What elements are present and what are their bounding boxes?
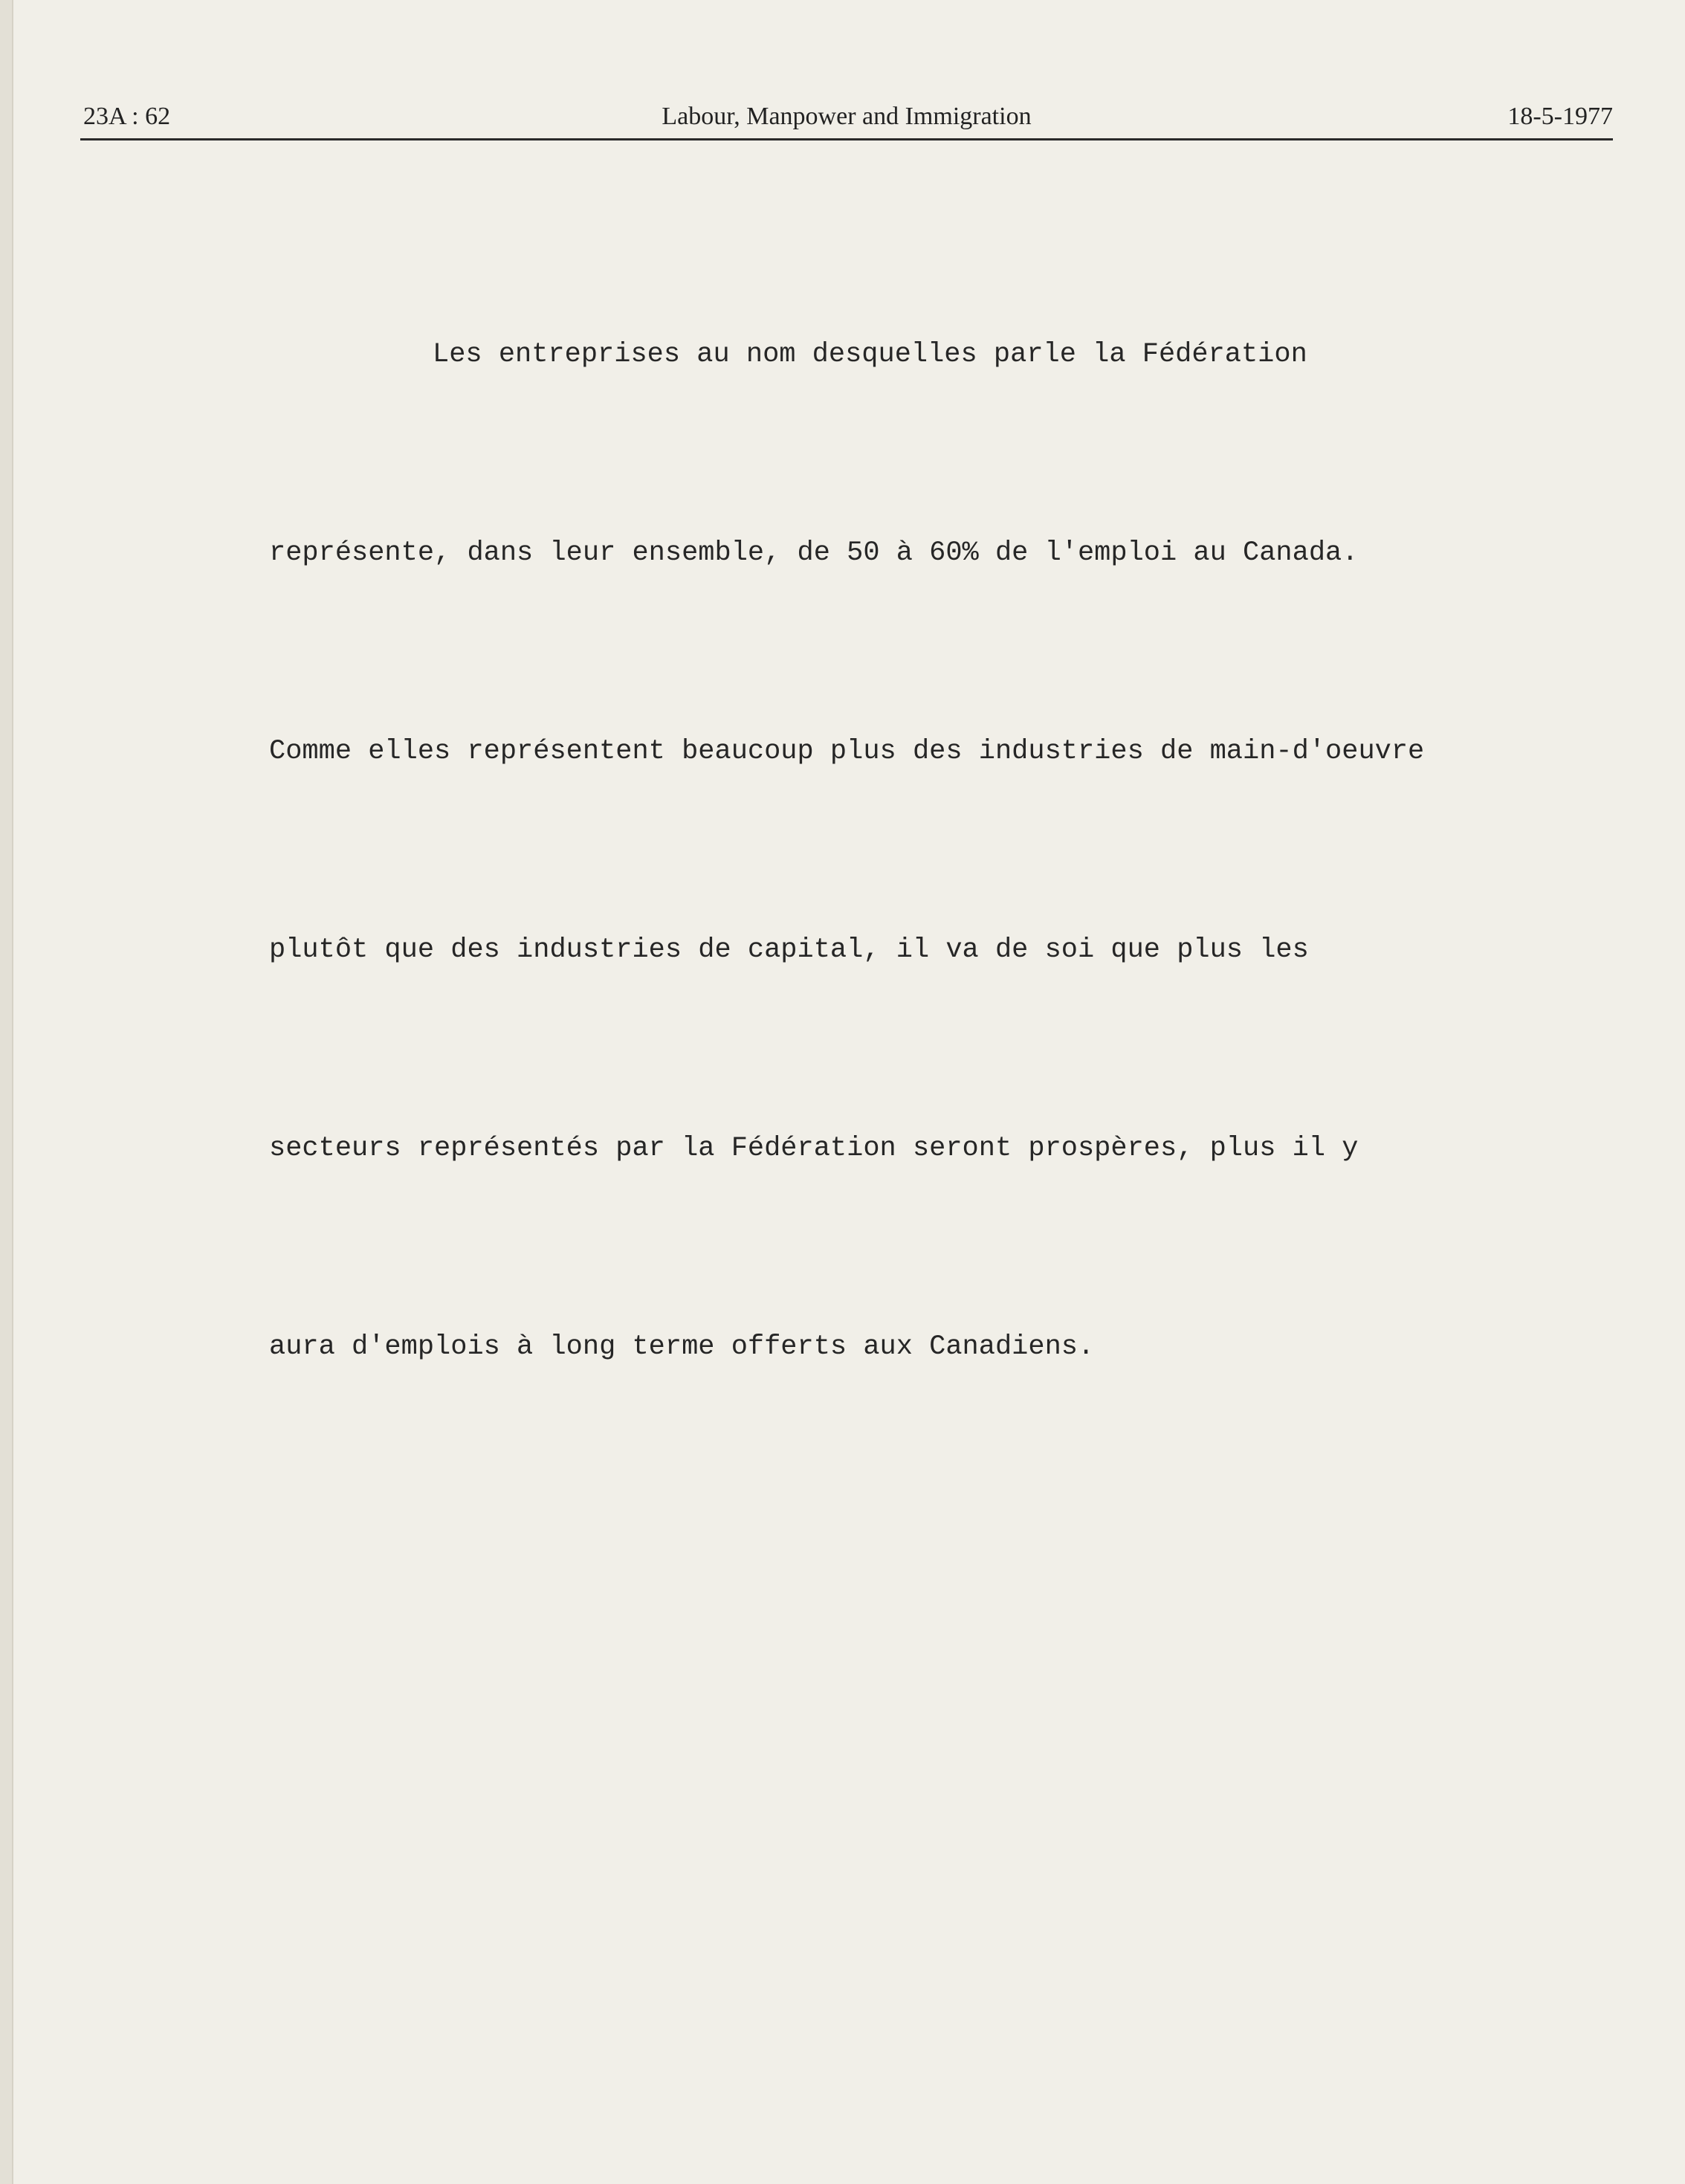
body-line: Comme elles représentent beaucoup plus des industries de main-d'oeuvre bbox=[269, 736, 1425, 767]
body-line: plutôt que des industries de capital, il va de soi que plus les bbox=[269, 934, 1309, 966]
page-binding-edge bbox=[0, 0, 13, 2184]
page-header bbox=[80, 97, 1613, 140]
page-number: 23A : 62 bbox=[83, 103, 171, 130]
body-paragraph bbox=[269, 190, 1488, 1447]
body-line: représente, dans leur ensemble, de 50 à 60% de l'emploi au Canada. bbox=[269, 537, 1359, 569]
running-title: Labour, Manpower and Immigration bbox=[662, 103, 1032, 130]
body-line: secteurs représentés par la Fédération seront prospères, plus il y bbox=[269, 1133, 1359, 1164]
body-line: Les entreprises au nom desquelles parle la Fédération bbox=[433, 339, 1307, 370]
body-line: aura d'emplois à long terme offerts aux Canadiens. bbox=[269, 1331, 1095, 1363]
header-date: 18-5-1977 bbox=[1507, 103, 1613, 130]
